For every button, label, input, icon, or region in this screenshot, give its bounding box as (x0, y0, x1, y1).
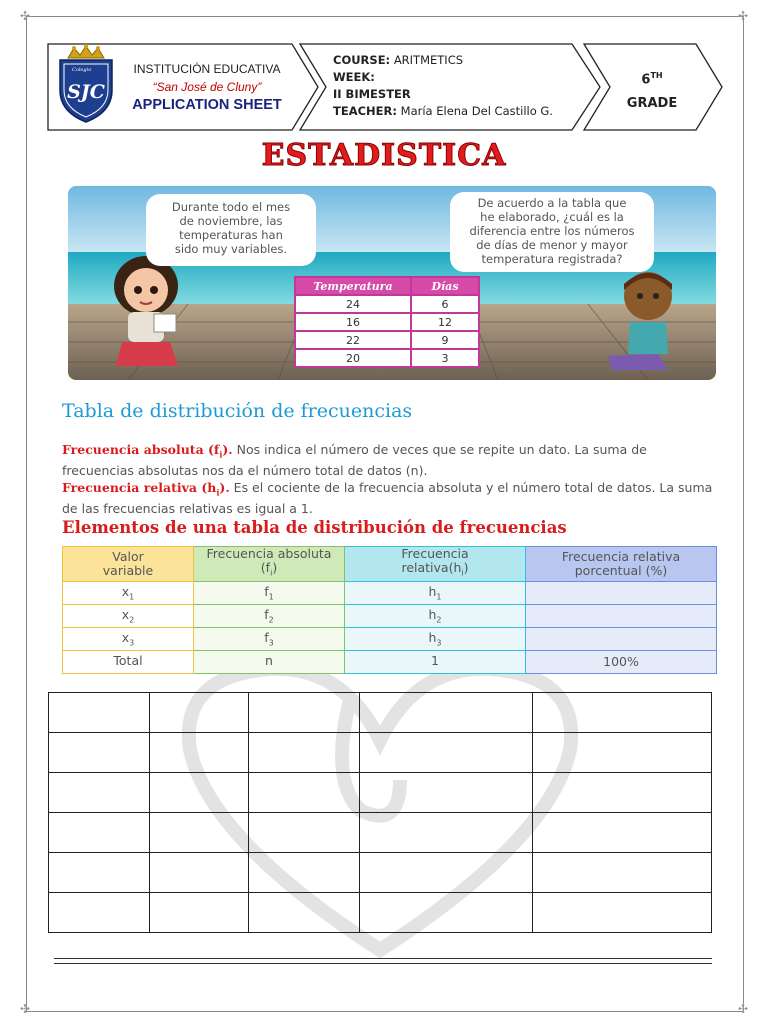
rel-cell: $h_2$ (345, 604, 526, 627)
pct-cell: 100% (526, 650, 717, 673)
temp-cell: 22 (295, 331, 411, 349)
section-title-distribution: Tabla de distribución de frecuencias (62, 400, 413, 422)
table-row (49, 693, 712, 733)
speech-bubble-left (146, 194, 316, 266)
blank-cell (360, 693, 533, 733)
table-row (49, 893, 712, 933)
table-row (49, 773, 712, 813)
blank-cell (49, 893, 150, 933)
table-row (63, 627, 717, 650)
blank-cell (150, 813, 249, 853)
table-row (63, 604, 717, 627)
speech-bubble-right (450, 192, 654, 272)
grade-block (610, 64, 694, 116)
bubble-left-line: de noviembre, las (179, 214, 283, 228)
institution-block (122, 60, 292, 114)
blank-cell (249, 733, 360, 773)
abs-cell: $f_2$ (194, 604, 345, 627)
header-absolute-frequency: Frecuencia absoluta $(f_i)$ (194, 547, 345, 582)
table-row (295, 349, 479, 367)
course-value: ARITMETICS (393, 53, 464, 67)
grade-suffix: TH (650, 71, 663, 80)
table-row (49, 813, 712, 853)
bubble-left-line: sido muy variables. (174, 242, 288, 256)
blank-cell (533, 773, 712, 813)
rel-cell: $h_3$ (345, 627, 526, 650)
beach-illustration (68, 186, 716, 380)
blank-cell (150, 733, 249, 773)
corner-ornament-icon: ✣ (20, 9, 31, 23)
sheet-title: APPLICATION SHEET (132, 97, 282, 113)
institution-label: INSTITUCIÓN EDUCATIVA (133, 62, 281, 76)
svg-text:Colegio: Colegio (72, 67, 92, 73)
corner-ornament-icon: ✣ (738, 1002, 749, 1016)
corner-ornament-icon: ✣ (738, 9, 749, 23)
blank-cell (49, 773, 150, 813)
blank-cell (360, 813, 533, 853)
value-cell: Total (63, 650, 194, 673)
temp-cell: 16 (295, 313, 411, 331)
school-name: “San José de Cluny” (152, 80, 262, 94)
blank-cell (49, 813, 150, 853)
blank-cell (249, 693, 360, 733)
header-value-variable: Valor variable (63, 547, 194, 582)
relative-frequency-text: Es el cociente de la frecuencia absoluta y el número total de datos. La suma de las frecuencias relativas es igual a 1. (62, 480, 713, 516)
blank-cell (533, 813, 712, 853)
corner-ornament-icon: ✣ (20, 1002, 31, 1016)
table-row (63, 581, 717, 604)
blank-cell (360, 853, 533, 893)
table-row (295, 295, 479, 313)
absolute-frequency-text: Nos indica el número de veces que se repite un dato. La suma de frecuencias absolutas nos da el número total de datos (n). (62, 442, 647, 478)
blank-answer-table (48, 692, 712, 933)
blank-cell (360, 733, 533, 773)
blank-cell (49, 853, 150, 893)
week-label: WEEK: (333, 70, 375, 84)
grade-label: GRADE (626, 96, 678, 112)
blank-cell (249, 893, 360, 933)
section-title-elements: Elementos de una tabla de distribución de frecuencias (62, 518, 567, 537)
bubble-left-line: Durante todo el mes (171, 200, 291, 214)
page-title: ESTADISTICA (261, 138, 507, 173)
rel-cell: $h_1$ (345, 581, 526, 604)
blank-cell (49, 693, 150, 733)
grade-number: 6 (641, 72, 651, 88)
temp-cell: 20 (295, 349, 411, 367)
rel-cell: 1 (345, 650, 526, 673)
blank-cell (360, 773, 533, 813)
bubble-right-line: he elaborado, ¿cuál es la (480, 210, 624, 224)
pct-cell (526, 604, 717, 627)
course-block (333, 52, 553, 120)
blank-cell (360, 893, 533, 933)
table-row (49, 733, 712, 773)
teacher-label: TEACHER: (333, 104, 397, 118)
abs-cell: n (194, 650, 345, 673)
blank-cell (49, 733, 150, 773)
absolute-frequency-paragraph (62, 442, 722, 478)
blank-cell (533, 853, 712, 893)
bimester: II BIMESTER (333, 87, 411, 101)
school-logo (54, 44, 118, 124)
bubble-right-line: de días de menor y mayor (476, 238, 628, 252)
days-cell: 9 (411, 331, 479, 349)
bubble-left-line: temperaturas han (179, 228, 283, 242)
value-cell: $x_3$ (63, 627, 194, 650)
relative-frequency-paragraph (62, 480, 722, 516)
blank-cell (249, 853, 360, 893)
teacher-value: María Elena Del Castillo G. (400, 104, 553, 118)
course-label: COURSE: (333, 53, 391, 67)
footer-divider (54, 958, 712, 964)
pct-cell (526, 581, 717, 604)
table-header-row (63, 547, 717, 582)
table-row (63, 650, 717, 673)
temp-header: Temperatura (295, 277, 411, 295)
relative-frequency-label: Frecuencia relativa $(h_i)$. (62, 480, 230, 498)
blank-cell (150, 853, 249, 893)
blank-cell (533, 893, 712, 933)
temperature-table (294, 276, 480, 368)
bubble-right-line: temperatura registrada? (481, 252, 623, 266)
abs-cell: $f_3$ (194, 627, 345, 650)
temp-cell: 24 (295, 295, 411, 313)
blank-cell (533, 733, 712, 773)
blank-cell (150, 693, 249, 733)
pct-cell (526, 627, 717, 650)
table-row (49, 853, 712, 893)
svg-text:SJC: SJC (67, 81, 105, 103)
days-cell: 3 (411, 349, 479, 367)
days-cell: 6 (411, 295, 479, 313)
header-relative-frequency: Frecuencia $relativa(h_i)$ (345, 547, 526, 582)
days-header: Días (411, 277, 479, 295)
abs-cell: $f_1$ (194, 581, 345, 604)
blank-cell (150, 773, 249, 813)
blank-cell (249, 813, 360, 853)
bubble-right-line: diferencia entre los números (469, 224, 635, 238)
blank-cell (150, 893, 249, 933)
blank-cell (249, 773, 360, 813)
table-row (295, 313, 479, 331)
days-cell: 12 (411, 313, 479, 331)
absolute-frequency-label: Frecuencia absoluta $(f_i)$. (62, 442, 233, 460)
value-cell: $x_1$ (63, 581, 194, 604)
bubble-right-line: De acuerdo a la tabla que (477, 196, 627, 210)
frequency-table (62, 546, 717, 674)
value-cell: $x_2$ (63, 604, 194, 627)
blank-cell (533, 693, 712, 733)
header-percent-frequency: Frecuencia relativa porcentual (%) (526, 547, 717, 582)
crown-icon (68, 44, 104, 58)
table-row (295, 331, 479, 349)
